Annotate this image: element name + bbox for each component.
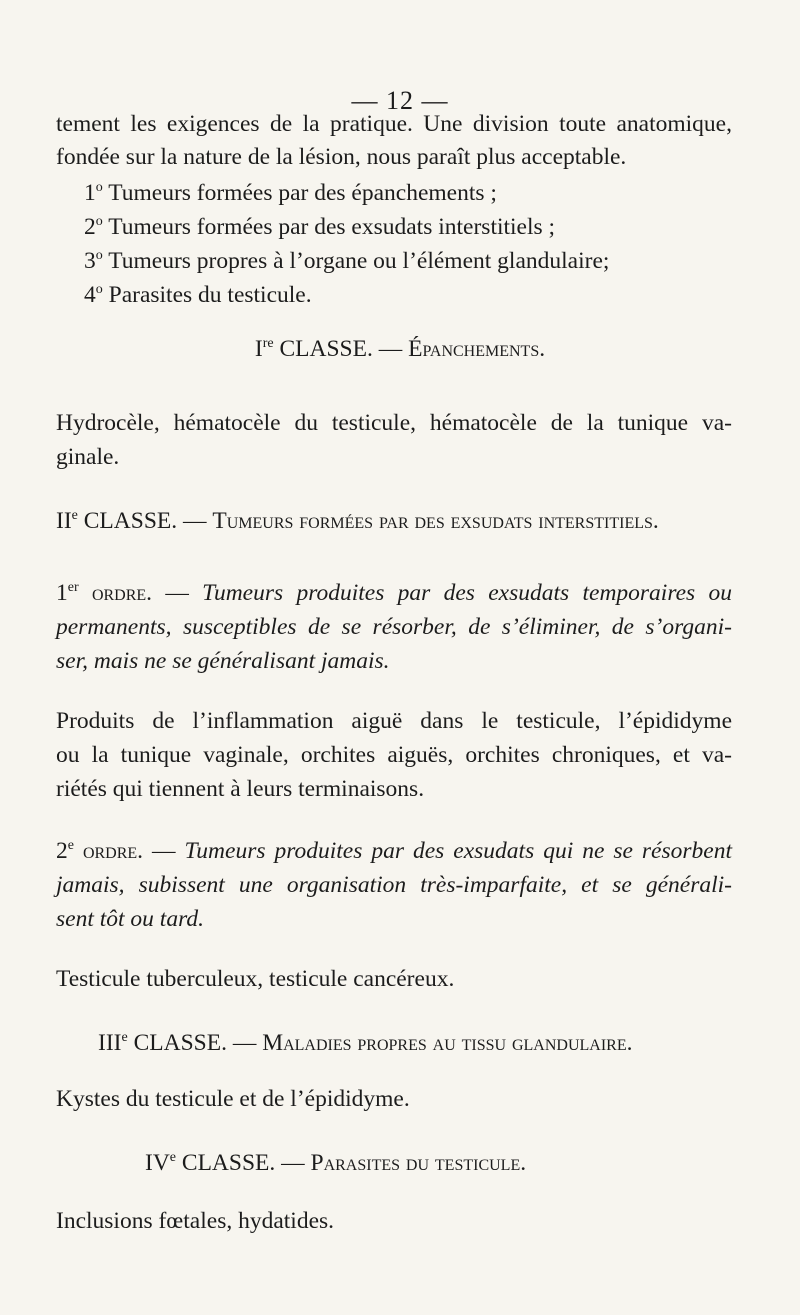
list-item-2-num: 2 [84, 214, 96, 240]
list-item-2-deg: o [95, 214, 103, 229]
ordre-1-text-3: riétés qui tiennent à leurs terminaisons. [56, 776, 425, 802]
ordre-1-sup: er [67, 580, 79, 595]
intro-line-1: tement les exigences de la pratique. Une division toute anatomique, [56, 111, 732, 137]
classe-3-num: III [98, 1030, 122, 1056]
page-number: — 12 — [351, 86, 449, 115]
ordre-1-title-1: Tumeurs produites par des exsudats temporaires ou [202, 580, 732, 606]
classe-2-label: CLASSE. — [77, 508, 213, 534]
classe-1-sup: re [262, 336, 274, 351]
ordre-1-text-1: Produits de l’inflammation aiguë dans le testicule, l’épididyme [56, 708, 732, 734]
classe-3-title: Maladies propres au tissu glandulaire. [262, 1030, 633, 1056]
ordre-1-label: ordre. — [78, 580, 203, 606]
list-item-1-deg: o [95, 180, 103, 195]
ordre-2-title-1: Tumeurs produites par des exsudats qui ne se résorbent [184, 838, 732, 864]
classe-4-label: CLASSE. — [176, 1150, 311, 1176]
classe-3-text: Kystes du testicule et de l’épididyme. [56, 1086, 410, 1112]
classe-1-num: I [254, 336, 263, 362]
classe-1-heading [0, 338, 800, 362]
list-item-1 [84, 182, 497, 206]
ordre-1-text-2: ou la tunique vaginale, orchites aiguës, orchites chroniques, et va- [56, 742, 732, 768]
classe-4-num: IV [145, 1150, 170, 1176]
classe-2-sup: e [71, 508, 78, 523]
classe-1-title: Épanchements. [408, 336, 546, 362]
classe-1-text-2: ginale. [56, 444, 120, 470]
list-item-3-deg: o [95, 248, 103, 263]
ordre-1-title-2: permanents, susceptibles de se résorber, de s’éliminer, de s’organi- [56, 614, 732, 640]
list-item-2 [84, 216, 555, 240]
list-item-3-num: 3 [84, 248, 96, 274]
list-item-3-text: Tumeurs propres à l’organe ou l’élément glandulaire; [102, 248, 610, 274]
list-item-4-num: 4 [84, 282, 96, 308]
ordre-1-line-1 [56, 582, 732, 606]
list-item-1-num: 1 [84, 180, 96, 206]
ordre-2-title-2: jamais, subissent une organisation très-imparfaite, et se générali- [56, 872, 732, 898]
classe-3-heading [98, 1032, 633, 1056]
list-item-1-text: Tumeurs formées par des épanchements ; [102, 180, 497, 206]
classe-4-text: Inclusions fœtales, hydatides. [56, 1208, 335, 1234]
classe-2-title: Tumeurs formées par des exsudats interstitiels. [212, 508, 659, 534]
ordre-1-title-3: ser, mais ne se généralisant jamais. [56, 648, 390, 674]
classe-2-num: II [56, 508, 72, 534]
ordre-2-num: 2 [56, 838, 68, 864]
classe-4-heading [145, 1152, 526, 1176]
ordre-2-text: Testicule tuberculeux, testicule cancéreux. [56, 966, 455, 992]
classe-4-sup: e [169, 1150, 177, 1165]
list-item-3 [84, 250, 609, 274]
classe-2-heading [56, 510, 659, 534]
intro-line-2: fondée sur la nature de la lésion, nous paraît plus acceptable. [56, 144, 627, 170]
ordre-2-title-3: sent tôt ou tard. [56, 906, 204, 932]
list-item-4 [84, 284, 312, 308]
classe-3-sup: e [121, 1030, 128, 1045]
list-item-2-text: Tumeurs formées par des exsudats interstitiels ; [102, 214, 556, 240]
ordre-2-sup: e [67, 838, 74, 853]
classe-1-text-1: Hydrocèle, hématocèle du testicule, hématocèle de la tunique va- [56, 410, 732, 436]
list-item-4-text: Parasites du testicule. [102, 282, 312, 308]
classe-3-label: CLASSE. — [127, 1030, 263, 1056]
classe-1-label: CLASSE. — [273, 336, 409, 362]
ordre-2-line-1 [56, 840, 732, 864]
list-item-4-deg: o [95, 282, 103, 297]
ordre-1-num: 1 [56, 580, 68, 606]
ordre-2-label: ordre. — [73, 838, 185, 864]
classe-4-title: Parasites du testicule. [310, 1150, 527, 1176]
